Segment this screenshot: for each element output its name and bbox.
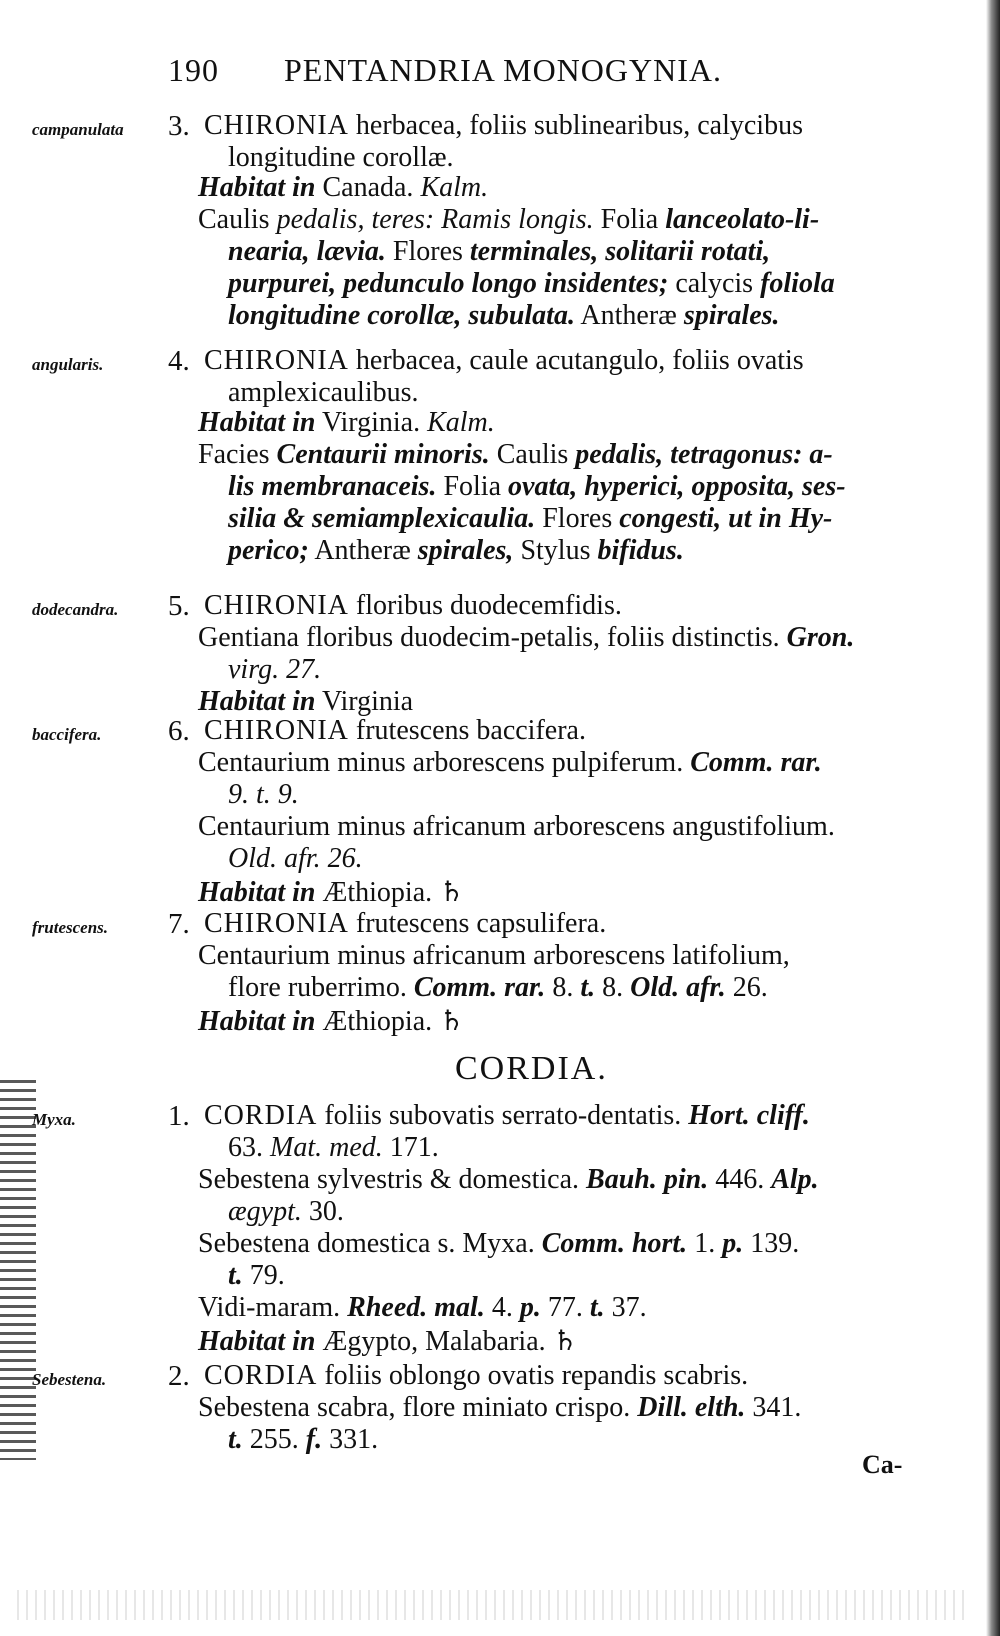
- diagnosis-cont: 63. Mat. med. 171.: [228, 1132, 439, 1163]
- description-line: Caulis pedalis, teres: Ramis longis. Folia lanceolato-li-: [198, 204, 820, 235]
- habitat-line: Habitat in Virginia: [198, 686, 414, 717]
- description-line: nearia, lævia. Flores terminales, solitarii rotati,: [228, 236, 771, 267]
- description-line: lis membranaceis. Folia ovata, hyperici, opposita, ses-: [228, 471, 846, 502]
- diagnosis-line: CORDIA foliis subovatis serrato-dentatis. Hort. cliff.: [204, 1100, 810, 1131]
- scan-noise-left: [0, 1080, 36, 1460]
- entry-number: 4.: [168, 345, 190, 377]
- running-title: PENTANDRIA MONOGYNIA.: [284, 52, 722, 88]
- description-line: purpurei, pedunculo longo insidentes; calycis foliola: [228, 268, 835, 299]
- synonym-cont: flore ruberrimo. Comm. rar. 8. t. 8. Old. afr. 26.: [228, 972, 768, 1003]
- habitat-line: Habitat in Æthiopia. ♄: [198, 1006, 465, 1037]
- scan-noise-bottom: [10, 1590, 970, 1620]
- entry-number: 3.: [168, 110, 190, 142]
- diagnosis-line: CHIRONIA frutescens capsulifera.: [204, 908, 607, 939]
- diagnosis-cont: amplexicaulibus.: [228, 377, 419, 408]
- diagnosis-line: CORDIA foliis oblongo ovatis repandis scabris.: [204, 1360, 749, 1391]
- synonym-line: Sebestena domestica s. Myxa. Comm. hort. 1. p. 139.: [198, 1228, 800, 1259]
- synonym-line: Centaurium minus arborescens pulpiferum. Comm. rar.: [198, 747, 822, 778]
- synonym-line: Sebestena sylvestris & domestica. Bauh. pin. 446. Alp.: [198, 1164, 819, 1195]
- synonym-line: Sebestena scabra, flore miniato crispo. Dill. elth. 341.: [198, 1392, 802, 1423]
- habitat-line: Habitat in Canada. Kalm.: [198, 172, 489, 203]
- habitat-line: Habitat in Virginia. Kalm.: [198, 407, 495, 438]
- synonym-cont: t. 255. f. 331.: [228, 1424, 379, 1455]
- page-number: 190: [168, 52, 219, 88]
- entry-number: 7.: [168, 908, 190, 940]
- diagnosis-line: CHIRONIA frutescens baccifera.: [204, 715, 586, 746]
- margin-label: Myxa.: [32, 1110, 76, 1129]
- synonym-line: Centaurium minus africanum arborescens angustifolium.: [198, 811, 835, 842]
- synonym-cont: Old. afr. 26.: [228, 843, 363, 874]
- synonym-cont: 9. t. 9.: [228, 779, 299, 810]
- margin-label: campanulata: [32, 120, 124, 139]
- margin-label: frutescens.: [32, 918, 109, 937]
- description-line: perico; Antheræ spirales, Stylus bifidus.: [228, 535, 684, 566]
- description-line: silia & semiamplexicaulia. Flores congesti, ut in Hy-: [228, 503, 833, 534]
- description-line: Facies Centaurii minoris. Caulis pedalis, tetragonus: a-: [198, 439, 833, 470]
- diagnosis-cont: longitudine corollæ.: [228, 142, 454, 173]
- synonym-cont: t. 79.: [228, 1260, 285, 1291]
- synonym-line: Gentiana floribus duodecim-petalis, foliis distinctis. Gron.: [198, 622, 855, 653]
- catchword: Ca-: [862, 1450, 903, 1479]
- synonym-line: Vidi-maram. Rheed. mal. 4. p. 77. t. 37.: [198, 1292, 647, 1323]
- margin-label: baccifera.: [32, 725, 102, 744]
- entry-number: 2.: [168, 1360, 190, 1392]
- entry-number: 1.: [168, 1100, 190, 1132]
- description-line: longitudine corollæ, subulata. Antheræ spirales.: [228, 300, 780, 331]
- page-edge-shadow: [986, 0, 1000, 1636]
- synonym-line: Centaurium minus africanum arborescens latifolium,: [198, 940, 790, 971]
- diagnosis-line: CHIRONIA herbacea, caule acutangulo, foliis ovatis: [204, 345, 804, 376]
- margin-label: dodecandra.: [32, 600, 119, 619]
- synonym-cont: ægypt. 30.: [228, 1196, 344, 1227]
- habitat-line: Habitat in Ægypto, Malabaria. ♄: [198, 1326, 578, 1357]
- diagnosis-line: CHIRONIA floribus duodecemfidis.: [204, 590, 622, 621]
- habitat-line: Habitat in Æthiopia. ♄: [198, 877, 465, 908]
- genus-heading: CORDIA.: [455, 1050, 608, 1087]
- margin-label: angularis.: [32, 355, 104, 374]
- entry-number: 6.: [168, 715, 190, 747]
- entry-number: 5.: [168, 590, 190, 622]
- margin-label: Sebestena.: [32, 1370, 107, 1389]
- synonym-cont: virg. 27.: [228, 654, 322, 685]
- diagnosis-line: CHIRONIA herbacea, foliis sublinearibus, calycibus: [204, 110, 803, 141]
